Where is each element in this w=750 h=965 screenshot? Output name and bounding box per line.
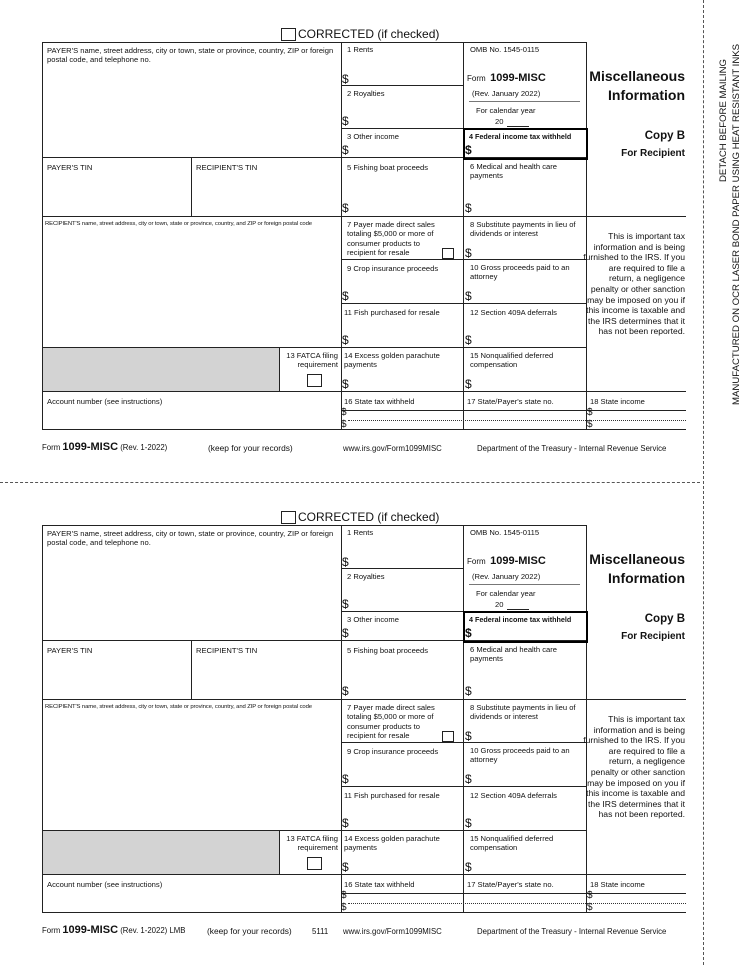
box8-field[interactable] xyxy=(475,242,583,258)
box8-field[interactable] xyxy=(475,725,583,741)
box5-dollar: $ xyxy=(342,201,349,215)
box5-label: 5 Fishing boat proceeds xyxy=(347,646,429,655)
fatca-label: 13 FATCA filing requirement xyxy=(286,834,338,853)
payer-block-field[interactable] xyxy=(43,549,340,639)
calendar-year-field[interactable] xyxy=(507,608,529,610)
notice-text: This is important tax information and is being furnished to the IRS. If you are required to file a return, a negligence penalty or other sanction may be imposed on you if this income is taxable and the IRS determines that it has not been reported. xyxy=(583,714,685,820)
box7-label: 7 Payer made direct sales totaling $5,000 or more of consumer products to recipient for resale xyxy=(347,703,435,740)
box10-field[interactable] xyxy=(475,282,583,302)
box2-field[interactable] xyxy=(352,584,460,610)
box2-label: 2 Royalties xyxy=(347,89,385,98)
for-recipient: For Recipient xyxy=(621,148,685,159)
fatca-checkbox[interactable] xyxy=(307,857,322,870)
recipient-tin-label: RECIPIENT'S TIN xyxy=(196,646,258,655)
form-name: 1099-MISC xyxy=(490,555,546,567)
box6-field[interactable] xyxy=(475,669,583,697)
box6-label: 6 Medical and health care payments xyxy=(470,645,557,664)
box2-field[interactable] xyxy=(352,101,460,127)
box16-label: 16 State tax withheld xyxy=(344,880,415,889)
form-word: Form xyxy=(467,74,486,83)
calendar-label: For calendar year xyxy=(476,106,536,115)
copy-b: Copy B xyxy=(644,130,685,142)
footer-form-name: 1099-MISC xyxy=(62,441,119,453)
box14-dollar: $ xyxy=(342,377,349,391)
box9-field[interactable] xyxy=(352,276,460,302)
box2-label: 2 Royalties xyxy=(347,572,385,581)
calendar-label: For calendar year xyxy=(476,589,536,598)
box3-dollar: $ xyxy=(342,626,349,640)
recipient-block-field[interactable] xyxy=(43,719,340,829)
box3-field[interactable] xyxy=(352,142,460,156)
shaded-area xyxy=(43,348,279,391)
box4-dollar: $ xyxy=(465,143,472,157)
shaded-area xyxy=(43,831,279,874)
calendar-year-prefix: 20 xyxy=(495,600,504,609)
footer-form-word: Form xyxy=(42,926,61,935)
recipient-tin-field[interactable] xyxy=(195,659,338,697)
corrected-label: CORRECTED (if checked) xyxy=(298,27,440,41)
footer-keep: (keep for your records) xyxy=(207,926,292,936)
box12-dollar: $ xyxy=(465,333,472,347)
box17-label: 17 State/Payer's state no. xyxy=(467,397,554,406)
detach-line xyxy=(0,482,700,483)
box1-field[interactable] xyxy=(352,541,460,567)
omb-number: OMB No. 1545-0115 xyxy=(470,528,540,537)
footer xyxy=(42,441,167,453)
box1-dollar: $ xyxy=(342,72,349,86)
box10-dollar: $ xyxy=(465,772,472,786)
for-recipient: For Recipient xyxy=(621,631,685,642)
box5-field[interactable] xyxy=(352,669,460,697)
box3-label: 3 Other income xyxy=(347,132,399,141)
payer-tin-field[interactable] xyxy=(46,659,188,697)
box1-dollar: $ xyxy=(342,555,349,569)
fatca-checkbox[interactable] xyxy=(307,374,322,387)
box9-label: 9 Crop insurance proceeds xyxy=(347,747,439,756)
payer-block-field[interactable] xyxy=(43,66,340,156)
box18-dollar-1: $ xyxy=(587,407,593,418)
side-text-manufactured: MANUFACTURED ON OCR LASER BOND PAPER USING HEAT RESISTANT INKS xyxy=(731,43,742,405)
box1-label: 1 Rents xyxy=(347,528,374,537)
box14-dollar: $ xyxy=(342,860,349,874)
box9-field[interactable] xyxy=(352,759,460,785)
footer-form-word: Form xyxy=(42,443,61,452)
box7-checkbox[interactable] xyxy=(442,248,454,259)
box11-dollar: $ xyxy=(342,816,349,830)
form-word: Form xyxy=(467,557,486,566)
footer xyxy=(42,924,186,936)
corrected-checkbox[interactable] xyxy=(281,511,296,524)
box10-label: 10 Gross proceeds paid to an attorney xyxy=(470,746,570,765)
title-line1: Miscellaneous xyxy=(589,551,685,567)
corrected-label: CORRECTED (if checked) xyxy=(298,510,440,524)
box10-dollar: $ xyxy=(465,289,472,303)
box8-label: 8 Substitute payments in lieu of dividends or interest xyxy=(470,220,576,239)
box17-label: 17 State/Payer's state no. xyxy=(467,880,554,889)
recipient-block-field[interactable] xyxy=(43,236,340,346)
box16-dollar-1: $ xyxy=(341,407,347,418)
box18-label: 18 State income xyxy=(590,397,645,406)
box16-dollar-2: $ xyxy=(341,419,347,430)
box4-label: 4 Federal income tax withheld xyxy=(469,132,572,141)
box4-field[interactable] xyxy=(475,625,581,638)
box11-label: 11 Fish purchased for resale xyxy=(344,308,440,317)
box12-label: 12 Section 409A deferrals xyxy=(470,308,557,317)
box5-dollar: $ xyxy=(342,684,349,698)
recipient-tin-label: RECIPIENT'S TIN xyxy=(196,163,258,172)
form-id xyxy=(467,68,546,86)
box18-dollar-2: $ xyxy=(587,902,593,913)
box3-dollar: $ xyxy=(342,143,349,157)
calendar-year-prefix: 20 xyxy=(495,117,504,126)
title-line2: Information xyxy=(608,570,685,586)
box12-field[interactable] xyxy=(475,803,583,829)
footer-code: 5111 xyxy=(312,927,329,936)
box7-label: 7 Payer made direct sales totaling $5,000 or more of consumer products to recipient for resale xyxy=(347,220,435,257)
form-copy-top xyxy=(0,26,750,466)
box6-label: 6 Medical and health care payments xyxy=(470,162,557,181)
box3-label: 3 Other income xyxy=(347,615,399,624)
footer-rev: (Rev. 1-2022) xyxy=(120,926,168,935)
box16-label: 16 State tax withheld xyxy=(344,397,415,406)
box9-label: 9 Crop insurance proceeds xyxy=(347,264,439,273)
box12-dollar: $ xyxy=(465,816,472,830)
rev-date: (Rev. January 2022) xyxy=(472,89,541,98)
corrected-checkbox[interactable] xyxy=(281,28,296,41)
box15-dollar: $ xyxy=(465,860,472,874)
payer-tin-label: PAYER'S TIN xyxy=(47,163,93,172)
recipient-block-label: RECIPIENT'S name, street address, city or town, state or province, country, and ZIP or foreign postal code xyxy=(45,704,312,710)
omb-number: OMB No. 1545-0115 xyxy=(470,45,540,54)
title-line1: Miscellaneous xyxy=(589,68,685,84)
box11-label: 11 Fish purchased for resale xyxy=(344,791,440,800)
box4-field[interactable] xyxy=(475,142,581,155)
box8-dollar: $ xyxy=(465,729,472,743)
side-text-detach: DETACH BEFORE MAILING xyxy=(718,59,729,182)
box1-field[interactable] xyxy=(352,58,460,84)
payer-block-label: PAYER'S name, street address, city or town, state or province, country, ZIP or foreign postal code, and telephone no. xyxy=(47,529,334,548)
box12-label: 12 Section 409A deferrals xyxy=(470,791,557,800)
account-label: Account number (see instructions) xyxy=(47,880,163,889)
box14-field[interactable] xyxy=(352,854,460,873)
footer-url: www.irs.gov/Form1099MISC xyxy=(343,444,442,453)
box4-dollar: $ xyxy=(465,626,472,640)
form-copy-bottom xyxy=(0,509,750,949)
box8-dollar: $ xyxy=(465,246,472,260)
box14-label: 14 Excess golden parachute payments xyxy=(344,834,440,853)
box14-label: 14 Excess golden parachute payments xyxy=(344,351,440,370)
box6-field[interactable] xyxy=(475,186,583,214)
recipient-block-label: RECIPIENT'S name, street address, city or town, state or province, country, and ZIP or foreign postal code xyxy=(45,221,312,227)
box10-label: 10 Gross proceeds paid to an attorney xyxy=(470,263,570,282)
box9-dollar: $ xyxy=(342,772,349,786)
box18-dollar-2: $ xyxy=(587,419,593,430)
box5-field[interactable] xyxy=(352,186,460,214)
box12-field[interactable] xyxy=(475,320,583,346)
box15-dollar: $ xyxy=(465,377,472,391)
footer-form-name: 1099-MISC xyxy=(62,924,119,936)
box6-dollar: $ xyxy=(465,684,472,698)
box18-dollar-1: $ xyxy=(587,890,593,901)
box10-field[interactable] xyxy=(475,765,583,785)
footer-lmb: LMB xyxy=(169,926,186,935)
box9-dollar: $ xyxy=(342,289,349,303)
footer-dept: Department of the Treasury - Internal Revenue Service xyxy=(477,444,667,453)
rev-date: (Rev. January 2022) xyxy=(472,572,541,581)
box14-field[interactable] xyxy=(352,371,460,390)
payer-tin-label: PAYER'S TIN xyxy=(47,646,93,655)
box1-label: 1 Rents xyxy=(347,45,374,54)
account-label: Account number (see instructions) xyxy=(47,397,163,406)
box6-dollar: $ xyxy=(465,201,472,215)
box11-dollar: $ xyxy=(342,333,349,347)
form-id xyxy=(467,551,546,569)
footer-dept: Department of the Treasury - Internal Revenue Service xyxy=(477,927,667,936)
footer-rev: (Rev. 1-2022) xyxy=(120,443,168,452)
footer-url: www.irs.gov/Form1099MISC xyxy=(343,927,442,936)
box11-field[interactable] xyxy=(352,803,460,829)
box11-field[interactable] xyxy=(352,320,460,346)
box15-field[interactable] xyxy=(475,854,583,873)
box16-dollar-2: $ xyxy=(341,902,347,913)
payer-block-label: PAYER'S name, street address, city or town, state or province, country, ZIP or foreign postal code, and telephone no. xyxy=(47,46,334,65)
box2-dollar: $ xyxy=(342,597,349,611)
calendar-year-field[interactable] xyxy=(507,125,529,127)
recipient-tin-field[interactable] xyxy=(195,176,338,214)
box15-label: 15 Nonqualified deferred compensation xyxy=(470,834,554,853)
payer-tin-field[interactable] xyxy=(46,176,188,214)
box2-dollar: $ xyxy=(342,114,349,128)
box15-field[interactable] xyxy=(475,371,583,390)
footer-keep: (keep for your records) xyxy=(208,443,293,453)
form-name: 1099-MISC xyxy=(490,72,546,84)
account-field[interactable] xyxy=(46,892,338,910)
box16-dollar-1: $ xyxy=(341,890,347,901)
fatca-label: 13 FATCA filing requirement xyxy=(286,351,338,370)
title-line2: Information xyxy=(608,87,685,103)
box7-checkbox[interactable] xyxy=(442,731,454,742)
account-field[interactable] xyxy=(46,409,338,427)
copy-b: Copy B xyxy=(644,613,685,625)
box15-label: 15 Nonqualified deferred compensation xyxy=(470,351,554,370)
box4-label: 4 Federal income tax withheld xyxy=(469,615,572,624)
box3-field[interactable] xyxy=(352,625,460,639)
box8-label: 8 Substitute payments in lieu of dividends or interest xyxy=(470,703,576,722)
notice-text: This is important tax information and is being furnished to the IRS. If you are required to file a return, a negligence penalty or other sanction may be imposed on you if this income is taxable and the IRS determines that it has not been reported. xyxy=(583,231,685,337)
box5-label: 5 Fishing boat proceeds xyxy=(347,163,429,172)
box18-label: 18 State income xyxy=(590,880,645,889)
